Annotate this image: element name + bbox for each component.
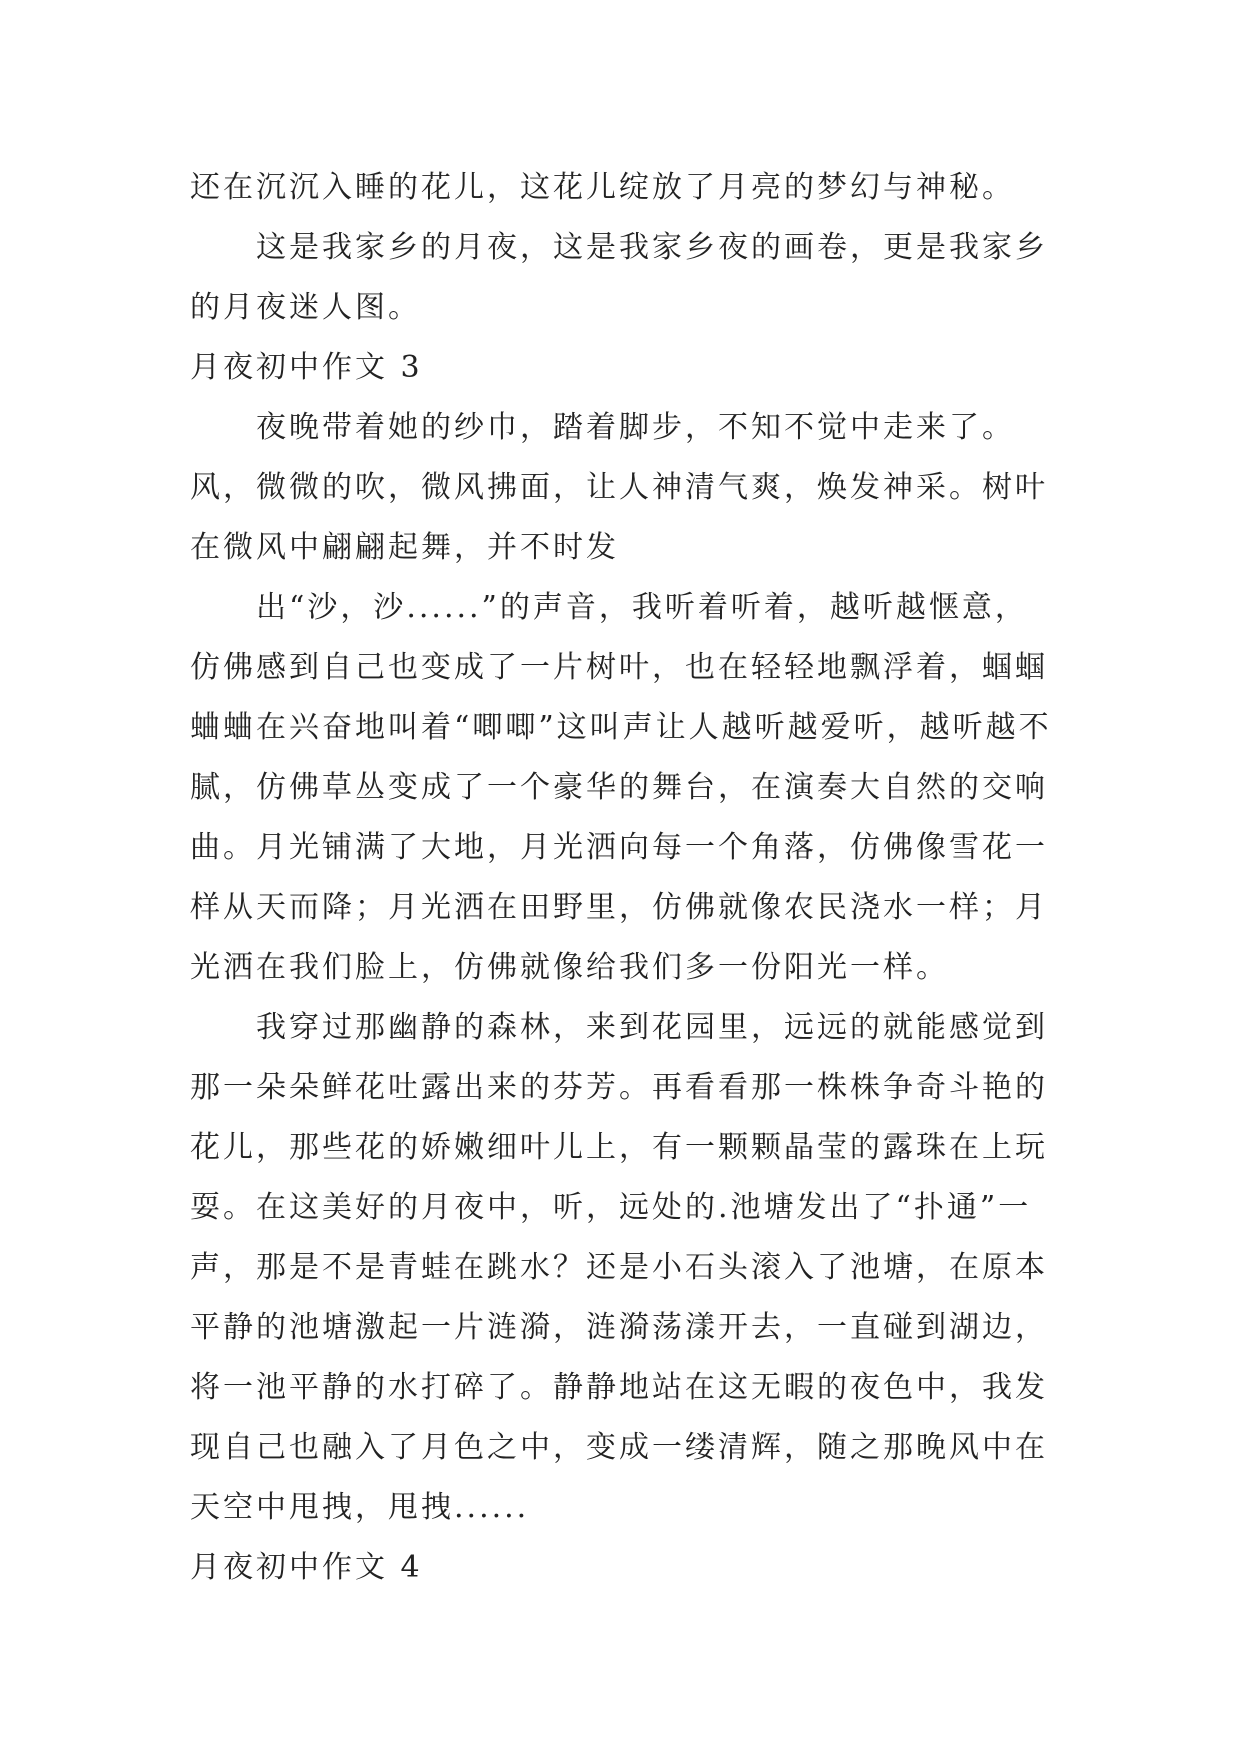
paragraph-forest-garden: 我穿过那幽静的森林，来到花园里，远远的就能感觉到那一朵朵鲜花吐露出来的芬芳。再看看那一株株争奇斗艳的花儿，那些花的娇嫩细叶儿上，有一颗颗晶莹的露珠在上玩耍。在这美好的月夜中，听，远处的.池塘发出了“扑通”一声，那是不是青蛙在跳水？还是小石头滚入了池塘，在原本平静的池塘激起一片涟漪，涟漪荡漾开去，一直碰到湖边，将一池平静的水打碎了。静静地站在这无暇的夜色中，我发现自己也融入了月色之中，变成一缕清辉，随之那晚风中在天空中甩拽，甩拽...... <box>190 1010 1048 1525</box>
paragraph-night-veil: 夜晚带着她的纱巾，踏着脚步，不知不觉中走来了。风，微微的吹，微风拂面，让人神清气爽，焕发神采。树叶在微风中翩翩起舞，并不时发 <box>190 410 1048 565</box>
paragraph-continuation: 还在沉沉入睡的花儿，这花儿绽放了月亮的梦幻与神秘。 <box>190 170 1015 205</box>
paragraph-rustling-leaves: 出“沙，沙......”的声音，我听着听着，越听越惬意，仿佛感到自己也变成了一片树叶，也在轻轻地飘浮着，蝈蝈蛐蛐在兴奋地叫着“唧唧”这叫声让人越听越爱听，越听越不腻，仿佛草丛变成了一个豪华的舞台，在演奏大自然的交响曲。月光铺满了大地，月光洒向每一个角落，仿佛像雪花一样从天而降；月光洒在田野里，仿佛就像农民浇水一样；月光洒在我们脸上，仿佛就像给我们多一份阳光一样。 <box>190 590 1052 985</box>
essay-3-title: 月夜初中作文 3 <box>190 350 423 385</box>
essay-4-title: 月夜初中作文 4 <box>190 1550 423 1585</box>
paragraph-hometown-moonlit-night: 这是我家乡的月夜，这是我家乡夜的画卷，更是我家乡的月夜迷人图。 <box>190 230 1048 325</box>
document-body <box>190 158 1055 1598</box>
